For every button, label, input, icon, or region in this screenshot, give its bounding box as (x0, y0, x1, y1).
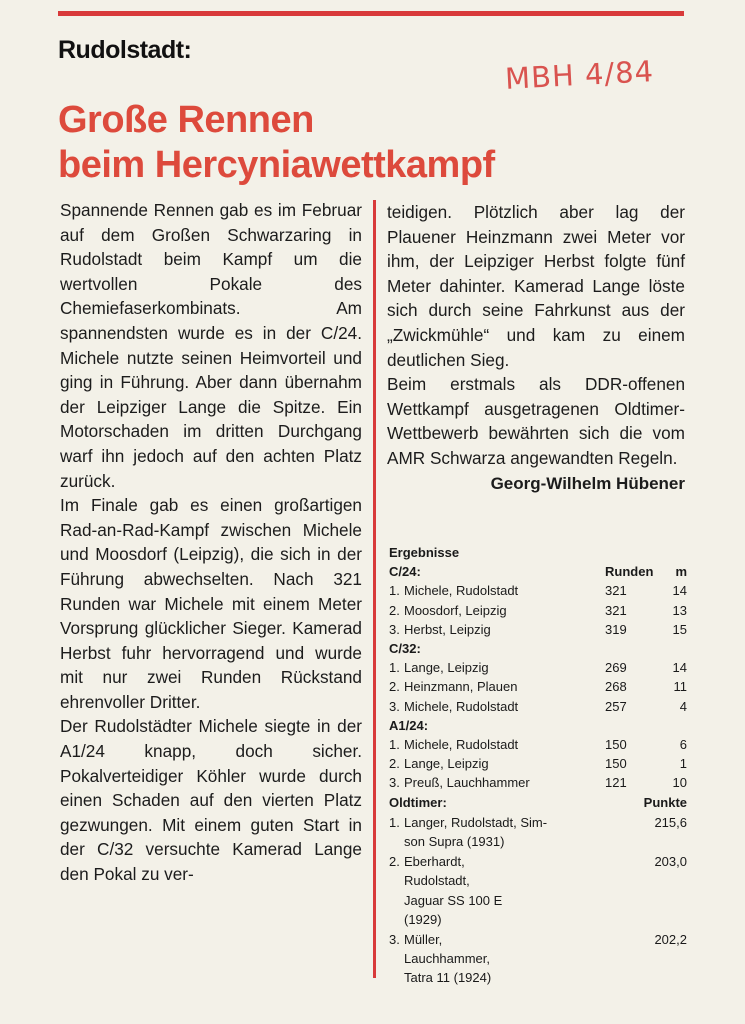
laps: 150 (605, 756, 627, 772)
rank: 3. (389, 621, 400, 637)
col-runden: Runden (605, 564, 654, 580)
paragraph: Spannende Rennen gab es im Februar auf dem Großen Schwarzaring in Rudolstadt beim Kampf um die wertvollen Pokale des Chemiefaserkombinats. Am spannendsten wurde es in der C/24. Michele nutzte seinen Heimvorteil und ging in Führung. Aber dann übernahm der Leipziger Lange die Spitze. Ein Motorschaden im dritten Durchgang warf ihn jedoch auf den achten Platz zurück. (60, 200, 362, 491)
result-row (389, 735, 687, 754)
driver: Preuß, Lauchhammer (404, 775, 530, 791)
col-punkte: Punkte (643, 794, 687, 810)
laps: 257 (605, 698, 627, 714)
author: Georg-Wilhelm Hübener (490, 473, 685, 493)
rank: 1. (389, 814, 400, 830)
driver: Heinzmann, Plauen (404, 679, 518, 695)
laps: 321 (605, 583, 627, 599)
laps: 321 (605, 602, 627, 618)
left-column (60, 198, 362, 887)
meters: 10 (672, 775, 687, 791)
meters: 14 (672, 660, 687, 676)
meters: 13 (672, 602, 687, 618)
oldtimer-row (389, 852, 687, 929)
rank: 2. (389, 679, 400, 695)
results-table (389, 543, 687, 988)
entry-line: (1929) (404, 911, 442, 927)
rank: 1. (389, 660, 400, 676)
entry (404, 852, 627, 929)
laps: 269 (605, 660, 627, 676)
class-name: A1/24: (389, 717, 429, 733)
driver: Herbst, Leipzig (404, 621, 491, 637)
entry-line: Langer, Rudolstadt, Sim- (404, 814, 548, 830)
meters: 6 (679, 737, 687, 753)
class-name: Oldtimer: (389, 794, 447, 810)
paragraph: teidigen. Plötzlich aber lag der Plauener Heinzmann zwei Meter vor ihm, der Leipziger Herbst folgte fünf Meter dahinter. Kamerad Lange löste sich durch seine Fahrkunst aus der „Zwickmühle“ und kam zu einem deutlichen Sieg. (387, 202, 685, 370)
rank: 1. (389, 737, 400, 753)
meters: 1 (679, 756, 687, 772)
paragraph: Beim erstmals als DDR-offenen Wettkampf ausgetragenen Oldtimer-Wettbewerb bewährten sich die vom AMR Schwarza angewandten Regeln. (387, 374, 685, 468)
column-divider (373, 200, 376, 978)
result-row (389, 601, 687, 620)
headline-line-2: beim Hercyniawettkampf (58, 144, 495, 186)
meters: 14 (672, 583, 687, 599)
entry (404, 930, 627, 988)
driver: Michele, Rudolstadt (404, 583, 519, 599)
paragraph: Der Rudolstädter Michele siegte in der A1/24 knapp, doch sicher. Pokalverteidiger Köhler wurde durch einen Schaden auf den vierten Platz gezwungen. Mit einem guten Start in der C/32 versuchte Kamerad Lange den Pokal zu ver- (60, 716, 362, 885)
entry-line: Müller, (404, 932, 443, 948)
headline (58, 98, 495, 188)
points: 203,0 (654, 854, 687, 870)
entry (404, 813, 627, 851)
points: 215,6 (654, 814, 687, 830)
entry-line: Eberhardt, (404, 854, 465, 870)
laps: 319 (605, 621, 627, 637)
top-red-rule (58, 11, 684, 16)
laps: 150 (605, 737, 627, 753)
result-row (389, 620, 687, 639)
col-m: m (675, 564, 687, 580)
results-title: Ergebnisse (389, 545, 460, 560)
headline-line-1: Große Rennen (58, 99, 314, 141)
oldtimer-row (389, 813, 687, 851)
class-header (389, 562, 687, 581)
paragraph: Im Finale gab es einen großartigen Rad-an-Rad-Kampf zwischen Michele und Moosdorf (Leipzig), die sich in der Führung abwechselten. Nach 321 Runden war Michele mit einem Meter Vorsprung glücklicher Sieger. Kamerad Herbst fuhr hervorragend und wurde mit nur zwei Runden Rückstand ehrenvoller Dritter. (60, 495, 362, 712)
class-name: C/32: (389, 641, 421, 657)
handwritten-stamp: MBH 4/84 (504, 54, 655, 96)
laps: 268 (605, 679, 627, 695)
class-name: C/24: (389, 564, 421, 580)
result-row (389, 697, 687, 716)
meters: 15 (672, 621, 687, 637)
result-row (389, 677, 687, 696)
result-row (389, 581, 687, 600)
result-row (389, 773, 687, 792)
driver: Michele, Rudolstadt (404, 737, 519, 753)
entry-line: Lauchhammer, (404, 951, 490, 967)
oldtimer-row (389, 930, 687, 988)
right-column (387, 200, 685, 496)
rank: 1. (389, 583, 400, 599)
driver: Moosdorf, Leipzig (404, 602, 507, 618)
rank: 3. (389, 775, 400, 791)
laps: 121 (605, 775, 627, 791)
meters: 11 (673, 679, 687, 695)
entry-line: Jaguar SS 100 E (404, 892, 503, 908)
result-row (389, 658, 687, 677)
points: 202,2 (654, 932, 687, 948)
driver: Michele, Rudolstadt (404, 698, 519, 714)
entry-line: son Supra (1931) (404, 834, 505, 850)
rank: 2. (389, 854, 400, 870)
entry-line: Tatra 11 (1924) (404, 970, 492, 986)
rank: 3. (389, 932, 400, 948)
oldtimer-header (389, 793, 687, 812)
rank: 3. (389, 698, 400, 714)
meters: 4 (679, 698, 687, 714)
entry-line: Rudolstadt, (404, 873, 470, 889)
kicker: Rudolstadt: (58, 36, 192, 64)
rank: 2. (389, 602, 400, 618)
driver: Lange, Leipzig (404, 756, 489, 772)
result-row (389, 754, 687, 773)
rank: 2. (389, 756, 400, 772)
driver: Lange, Leipzig (404, 660, 489, 676)
